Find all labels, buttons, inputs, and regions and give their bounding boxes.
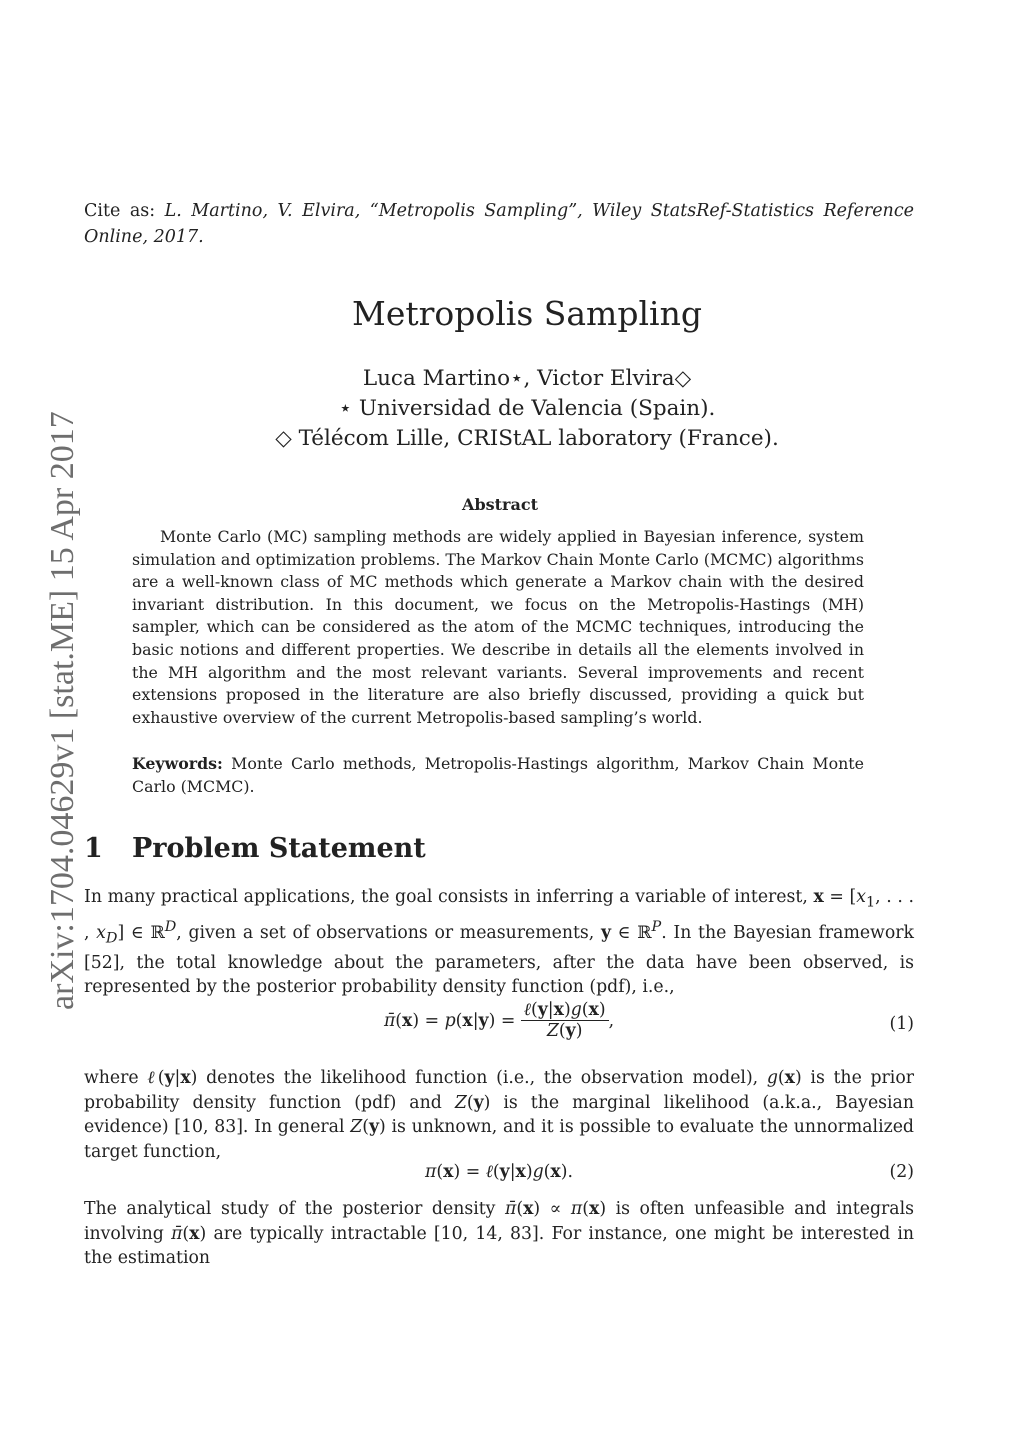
author-block (0, 364, 1024, 454)
keywords-text: Monte Carlo methods, Metropolis-Hastings algorithm, Markov Chain Monte Carlo (MCMC). (132, 754, 864, 796)
paragraph-2: where ℓ(y|x) denotes the likelihood function (i.e., the observation model), g(x) is the prior probability density function (pdf) and Z(y) is the marginal likelihood (a.k.a., Bayesian evidence) [10, 83]. In general Z(y) is unknown, and it is possible to evaluate the unnormalized target function, (84, 1068, 914, 1162)
equation-2: π(x) = ℓ(y|x)g(x). (2) (425, 1162, 914, 1182)
affiliation-2: ◇ Télécom Lille, CRIStAL laboratory (France). (275, 426, 779, 451)
citation-note (84, 198, 914, 250)
section-title: Problem Statement (132, 833, 426, 864)
abstract-text: Monte Carlo (MC) sampling methods are widely applied in Bayesian inference, system simulation and optimization problems. The Markov Chain Monte Carlo (MCMC) algorithms are a well-known class of MC methods which generate a Markov chain with the desired invariant distribution. In this document, we focus on the Metropolis-Hastings (MH) sampler, which can be considered as the atom of the MCMC techniques, introducing the basic notions and different properties. We describe in details all the elements involved in the MH algorithm and the most relevant variants. Several improvements and recent extensions proposed in the literature are also briefly discussed, providing a quick but exhaustive overview of the current Metropolis-based sampling’s world. (132, 527, 864, 727)
affiliation-1: ⋆ Universidad de Valencia (Spain). (338, 396, 716, 421)
equation-1-number: (1) (889, 1014, 914, 1034)
section-number: 1 (84, 833, 103, 864)
paper-title: Metropolis Sampling (352, 294, 702, 333)
keywords (132, 753, 864, 798)
paragraph-1: In many practical applications, the goal consists in inferring a variable of interest, $x = [x_1$, . . . , $x_D$] ∈ ℝ$^D$, given a set of observations or measurements, y ∈ ℝ$^P$. In the Bayesian framework [52], the total knowledge about the parameters, after the data have been observed, is represented by the posterior probability density function (pdf), i.e., (84, 887, 914, 998)
cite-prefix: Cite as: (84, 201, 156, 221)
cite-reference: L. Martino, V. Elvira, “Metropolis Sampling”, Wiley StatsRef-Statistics Reference Online, 2017. (84, 201, 914, 247)
equation-1: π̄(x) = p(x|y) = $\frac{\text{ℓ(y|x)g(x)}}{Z(y)}$ , (1) (383, 1000, 914, 1041)
author-names: Luca Martino⋆, Victor Elvira◇ (362, 366, 692, 391)
equation-2-number: (2) (889, 1162, 914, 1182)
abstract-heading: Abstract (462, 495, 538, 514)
arxiv-identifier: arXiv:1704.04629v1 [stat.ME] 15 Apr 2017 (44, 411, 81, 1010)
section-heading (84, 833, 426, 864)
abstract-body (132, 526, 864, 729)
paragraph-3: The analytical study of the posterior density π̄(x) ∝ π(x) is often unfeasible and integrals involving π̄(x) are typically intractable [10, 14, 83]. For instance, one might be interested in the estimation (84, 1199, 915, 1268)
keywords-label: Keywords: (132, 754, 223, 773)
